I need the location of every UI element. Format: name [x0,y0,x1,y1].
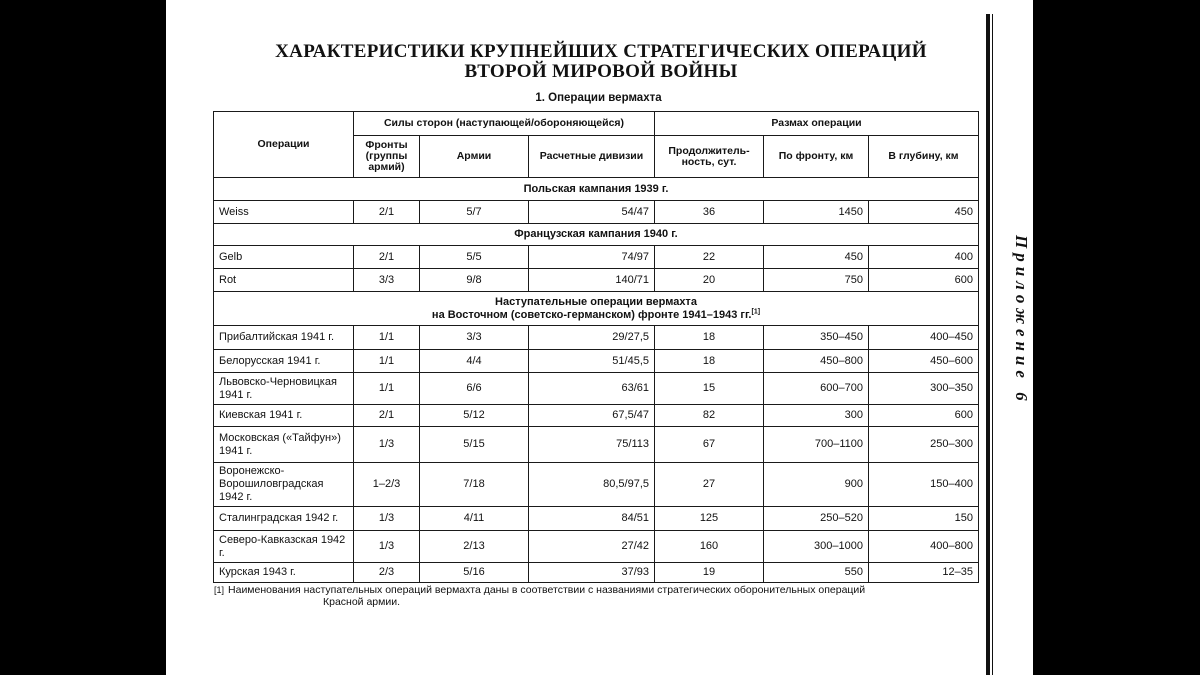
cell-depth-km: 600 [869,405,979,427]
cell-duration: 18 [655,350,764,373]
cell-armies: 5/7 [420,201,529,224]
cell-operation: Gelb [214,246,354,269]
margin-rule-thin [992,14,993,675]
header-front-width: По фронту, км [764,136,869,178]
header-forces: Силы сторон (наступающей/обороняющейся) [354,112,655,136]
cell-divisions: 140/71 [529,269,655,292]
table-row [214,201,979,224]
header-operations: Операции [214,112,354,178]
cell-duration: 15 [655,373,764,405]
header-divisions: Расчетные дивизии [529,136,655,178]
table-row [214,246,979,269]
table-row [214,350,979,373]
cell-divisions: 37/93 [529,563,655,583]
document-page [166,0,1033,675]
cell-operation: Московская («Тайфун») 1941 г. [214,427,354,463]
cell-armies: 4/11 [420,507,529,531]
page-title [226,42,976,82]
cell-front-km: 300–1000 [764,531,869,563]
cell-front-km: 600–700 [764,373,869,405]
margin-rule-thick [986,14,990,675]
cell-divisions: 27/42 [529,531,655,563]
cell-duration: 67 [655,427,764,463]
cell-duration: 36 [655,201,764,224]
cell-armies: 4/4 [420,350,529,373]
table-row [214,405,979,427]
cell-front-km: 750 [764,269,869,292]
cell-operation: Львовско-Черновицкая 1941 г. [214,373,354,405]
cell-fronts: 2/1 [354,246,420,269]
cell-front-km: 1450 [764,201,869,224]
cell-front-km: 300 [764,405,869,427]
cell-fronts: 3/3 [354,269,420,292]
cell-depth-km: 400–450 [869,326,979,350]
cell-duration: 82 [655,405,764,427]
table-row [214,427,979,463]
cell-duration: 18 [655,326,764,350]
cell-fronts: 1–2/3 [354,463,420,507]
table-subtitle: 1. Операции вермахта [535,92,662,104]
header-fronts: Фронты (группы армий) [354,136,420,178]
appendix-side-label: Приложение 6 [1012,234,1031,406]
section-title-eastern-front [214,292,979,326]
cell-divisions: 84/51 [529,507,655,531]
cell-armies: 5/12 [420,405,529,427]
cell-depth-km: 450 [869,201,979,224]
cell-depth-km: 400–800 [869,531,979,563]
cell-divisions: 51/45,5 [529,350,655,373]
table-row [214,326,979,350]
header-scale: Размах операции [655,112,979,136]
cell-armies: 5/5 [420,246,529,269]
cell-fronts: 1/3 [354,507,420,531]
cell-armies: 7/18 [420,463,529,507]
cell-fronts: 1/1 [354,326,420,350]
cell-operation: Weiss [214,201,354,224]
cell-duration: 27 [655,463,764,507]
cell-operation: Курская 1943 г. [214,563,354,583]
cell-duration: 22 [655,246,764,269]
footnote-text-line-2: Красной армии. [323,596,401,608]
cell-depth-km: 150–400 [869,463,979,507]
cell-armies: 5/15 [420,427,529,463]
footnote-ref: [1] [751,307,761,315]
cell-divisions: 63/61 [529,373,655,405]
header-armies: Армии [420,136,529,178]
section-title-line-1: Наступательные операции вермахта [495,295,697,308]
cell-duration: 125 [655,507,764,531]
table-row [214,507,979,531]
cell-operation: Воронежско-Ворошиловградская 1942 г. [214,463,354,507]
cell-armies: 2/13 [420,531,529,563]
cell-operation: Киевская 1941 г. [214,405,354,427]
operations-table [213,111,979,583]
cell-depth-km: 450–600 [869,350,979,373]
cell-divisions: 75/113 [529,427,655,463]
cell-armies: 6/6 [420,373,529,405]
cell-depth-km: 400 [869,246,979,269]
cell-duration: 19 [655,563,764,583]
cell-front-km: 700–1100 [764,427,869,463]
cell-operation: Прибалтийская 1941 г. [214,326,354,350]
table-row [214,463,979,507]
cell-depth-km: 300–350 [869,373,979,405]
cell-operation: Белорусская 1941 г. [214,350,354,373]
title-line-2: ВТОРОЙ МИРОВОЙ ВОЙНЫ [464,61,738,82]
cell-fronts: 1/1 [354,350,420,373]
section-title-line-2 [219,309,973,322]
cell-divisions: 29/27,5 [529,326,655,350]
section-title-france: Французская кампания 1940 г. [214,224,979,246]
header-depth: В глубину, км [869,136,979,178]
footnote-mark: [1] [214,585,225,595]
cell-operation: Rot [214,269,354,292]
table-row [214,531,979,563]
cell-fronts: 2/1 [354,201,420,224]
header-duration: Продолжитель-ность, сут. [655,136,764,178]
cell-front-km: 550 [764,563,869,583]
cell-operation: Сталинградская 1942 г. [214,507,354,531]
cell-divisions: 74/97 [529,246,655,269]
title-line-1: ХАРАКТЕРИСТИКИ КРУПНЕЙШИХ СТРАТЕГИЧЕСКИХ ОПЕРАЦИЙ [275,41,927,62]
cell-front-km: 450 [764,246,869,269]
cell-fronts: 2/3 [354,563,420,583]
cell-armies: 3/3 [420,326,529,350]
table-row [214,269,979,292]
cell-divisions: 67,5/47 [529,405,655,427]
cell-duration: 160 [655,531,764,563]
cell-front-km: 450–800 [764,350,869,373]
cell-front-km: 350–450 [764,326,869,350]
cell-divisions: 54/47 [529,201,655,224]
cell-operation: Северо-Кавказская 1942 г. [214,531,354,563]
section-title-poland: Польская кампания 1939 г. [214,178,979,201]
cell-fronts: 1/3 [354,531,420,563]
cell-divisions: 80,5/97,5 [529,463,655,507]
cell-armies: 9/8 [420,269,529,292]
table-row [214,563,979,583]
cell-depth-km: 150 [869,507,979,531]
cell-fronts: 2/1 [354,405,420,427]
section-title-line-2-text: на Восточном (советско-германском) фронте 1941–1943 гг. [431,308,752,321]
cell-armies: 5/16 [420,563,529,583]
cell-front-km: 250–520 [764,507,869,531]
table-row [214,373,979,405]
cell-depth-km: 250–300 [869,427,979,463]
footnote-text-line-1: Наименования наступательных операций вермахта даны в соответствии с названиями стратегических оборонительных операций [228,584,866,596]
cell-depth-km: 600 [869,269,979,292]
cell-duration: 20 [655,269,764,292]
cell-depth-km: 12–35 [869,563,979,583]
footnote [214,584,959,608]
cell-front-km: 900 [764,463,869,507]
cell-fronts: 1/1 [354,373,420,405]
cell-fronts: 1/3 [354,427,420,463]
